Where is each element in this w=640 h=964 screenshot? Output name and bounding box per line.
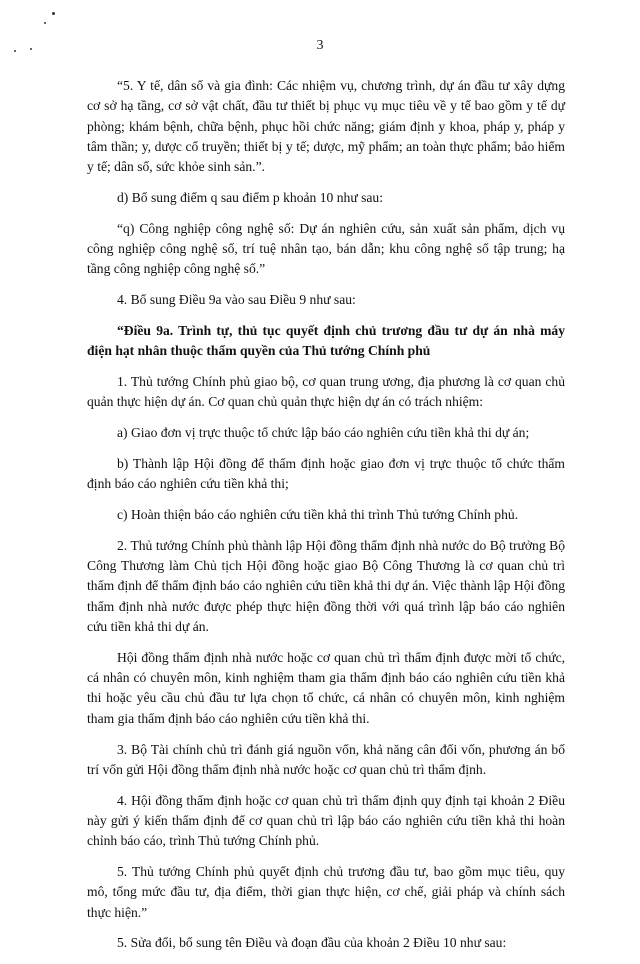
paragraph: 5. Sửa đổi, bổ sung tên Điều và đoạn đầu của khoản 2 Điều 10 như sau: bbox=[117, 935, 507, 951]
page-number: 3 bbox=[316, 38, 324, 53]
paragraph: c) Hoàn thiện báo cáo nghiên cứu tiền khả thi trình Thủ tướng Chính phủ. bbox=[117, 507, 519, 523]
paragraph: a) Giao đơn vị trực thuộc tổ chức lập báo cáo nghiên cứu tiền khả thi dự án; bbox=[117, 425, 530, 441]
scan-speck bbox=[44, 22, 46, 24]
paragraph: 3. Bộ Tài chính chủ trì đánh giá nguồn vốn, khả năng cân đối vốn, phương án bố trí vốn gửi Hội đồng thẩm định nhà nước hoặc cơ quan chủ trì thẩm định. bbox=[87, 741, 565, 777]
paragraph: 5. Thủ tướng Chính phủ quyết định chủ trương đầu tư, bao gồm mục tiêu, quy mô, tổng mức đầu tư, địa điểm, thời gian thực hiện, cơ chế, giải pháp và chính sách thực hiện.” bbox=[87, 864, 565, 920]
scan-speck bbox=[52, 12, 55, 15]
document-body bbox=[87, 76, 565, 964]
paragraph: “q) Công nghiệp công nghệ số: Dự án nghiên cứu, sản xuất sản phẩm, dịch vụ công nghiệp công nghệ số, trí tuệ nhân tạo, bán dẫn; khu công nghệ số tập trung; hạ tầng công nghiệp công nghệ số.” bbox=[87, 220, 565, 277]
paragraph: Hội đồng thẩm định nhà nước hoặc cơ quan chủ trì thẩm định được mời tổ chức, cá nhân có chuyên môn, kinh nghiệm tham gia thẩm định báo cáo nghiên cứu tiền khả thi hoặc yêu cầu chủ đầu tư lựa chọn tổ chức, cá nhân có chuyên môn, kinh nghiệm tham gia thẩm định báo cáo nghiên cứu tiền khả thi. bbox=[87, 649, 565, 726]
paragraph: 2. Thủ tướng Chính phủ thành lập Hội đồng thẩm định nhà nước do Bộ trưởng Bộ Công Thương làm Chủ tịch Hội đồng hoặc giao Bộ Công Thương là cơ quan chủ trì thẩm định để thẩm định báo cáo nghiên cứu tiền khả thi dự án. Việc thành lập Hội đồng thẩm định nhà nước được phép thực hiện đồng thời với quá trình lập báo cáo nghiên cứu tiền khả thi dự án. bbox=[87, 537, 565, 635]
paragraph: d) Bổ sung điểm q sau điểm p khoản 10 như sau: bbox=[117, 189, 384, 205]
paragraph: 4. Bổ sung Điều 9a vào sau Điều 9 như sau: bbox=[117, 292, 356, 308]
paragraph: b) Thành lập Hội đồng để thẩm định hoặc giao đơn vị trực thuộc tổ chức thẩm định báo cáo nghiên cứu tiền khả thi; bbox=[87, 455, 565, 492]
paragraph: 1. Thủ tướng Chính phủ giao bộ, cơ quan trung ương, địa phương là cơ quan chủ quản thực hiện dự án. Cơ quan chủ quản thực hiện dự án có trách nhiệm: bbox=[87, 374, 565, 410]
article-heading: “Điều 9a. Trình tự, thủ tục quyết định chủ trương đầu tư dự án nhà máy điện hạt nhân thuộc thẩm quyền của Thủ tướng Chính phủ bbox=[87, 322, 565, 359]
paragraph: 4. Hội đồng thẩm định hoặc cơ quan chủ trì thẩm định quy định tại khoản 2 Điều này gửi ý kiến thẩm định để cơ quan chủ trì lập báo cáo nghiên cứu tiền khả thi hoàn chỉnh báo cáo, trình Thủ tướng Chính phủ. bbox=[87, 792, 565, 849]
paragraph: “5. Y tế, dân số và gia đình: Các nhiệm vụ, chương trình, dự án đầu tư xây dựng cơ sở hạ tầng, cơ sở vật chất, đầu tư thiết bị phục vụ mục tiêu về y tế bao gồm y tế dự phòng; khám bệnh, chữa bệnh, phục hồi chức năng; giám định y khoa, pháp y, pháp y tâm thần; y, dược cổ truyền; thiết bị y tế; dược, mỹ phẩm; an toàn thực phẩm; bảo hiểm y tế; dân số, sức khỏe sinh sản.”. bbox=[87, 78, 565, 175]
